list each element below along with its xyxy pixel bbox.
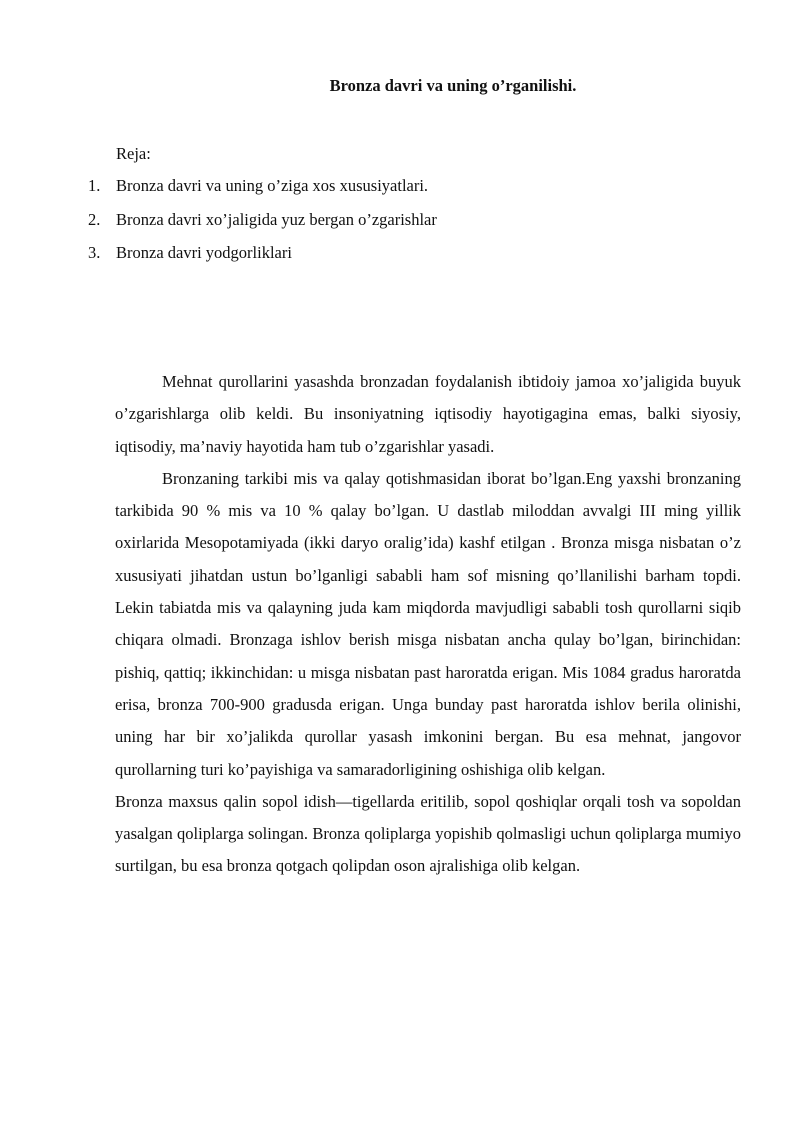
plan-item-number: 1. <box>88 176 101 195</box>
plan-item-text: Bronza davri xo’jaligida yuz bergan o’zgarishlar <box>116 209 437 229</box>
paragraph: Bronzaning tarkibi mis va qalay qotishmasidan iborat bo’lgan.Eng yaxshi bronzaning tarkibida 90 % mis va 10 % qalay bo’lgan. U dastlab miloddan avvalgi III ming yillik oxirlarida Mesopotamiyada (ikki daryo oralig’ida) kashf etilgan . Bronza misga nisbatan o’z xususiyati jihatdan ustun bo’lganligi sababli ham sof misning qo’llanilishi barham topdi. Lekin tabiatda mis va qalayning juda kam miqdorda mavjudligi sababli tosh qurollarni siqib chiqara olmadi. Bronzaga ishlov berish misga nisbatan ancha qulay bo’lgan, birinchidan: pishiq, qattiq; ikkinchidan: u misga nisbatan past haroratda erigan. Mis 1084 gradus haroratda erisa, bronza 700-900 gradusda erigan. Unga bunday past haroratda ishlov berila olinishi, uning har bir xo’jalikda qurollar yasash imkonini bergan. Bu esa mehnat, jangovor qurollarning turi ko’payishiga va samaradorligining oshishiga olib kelgan. <box>115 468 741 779</box>
plan-item <box>88 176 437 210</box>
body-text <box>115 366 741 883</box>
plan-item-text: Bronza davri va uning o’ziga xos xususiyatlari. <box>116 176 429 195</box>
plan-heading: Reja: <box>116 144 151 163</box>
plan-item <box>88 210 437 244</box>
paragraph: Bronza maxsus qalin sopol idish—tigellarda eritilib, sopol qoshiqlar orqali tosh va sopoldan yasalgan qoliplarga solingan. Bronza qoliplarga yopishib qolmasligi uchun qoliplarga mumiyo surtilgan, bu esa bronza qotgach qolipdan oson ajralishiga olib kelgan. <box>115 791 741 876</box>
plan-item-number: 3. <box>88 243 101 262</box>
plan-item <box>88 243 437 277</box>
plan-item-text: Bronza davri yodgorliklari <box>116 243 292 262</box>
paragraph: Mehnat qurollarini yasashda bronzadan foydalanish ibtidoiy jamoa xo’jaligida buyuk o’zgarishlarga olib keldi. Bu insoniyatning iqtisodiy hayotigagina emas, balki siyosiy, iqtisodiy, ma’naviy hayotida ham tub o’zgarishlar yasadi. <box>115 372 741 456</box>
plan-list <box>88 176 437 277</box>
plan-item-number: 2. <box>88 209 101 229</box>
document-title: Bronza davri va uning o’rganilishi. <box>329 76 577 95</box>
